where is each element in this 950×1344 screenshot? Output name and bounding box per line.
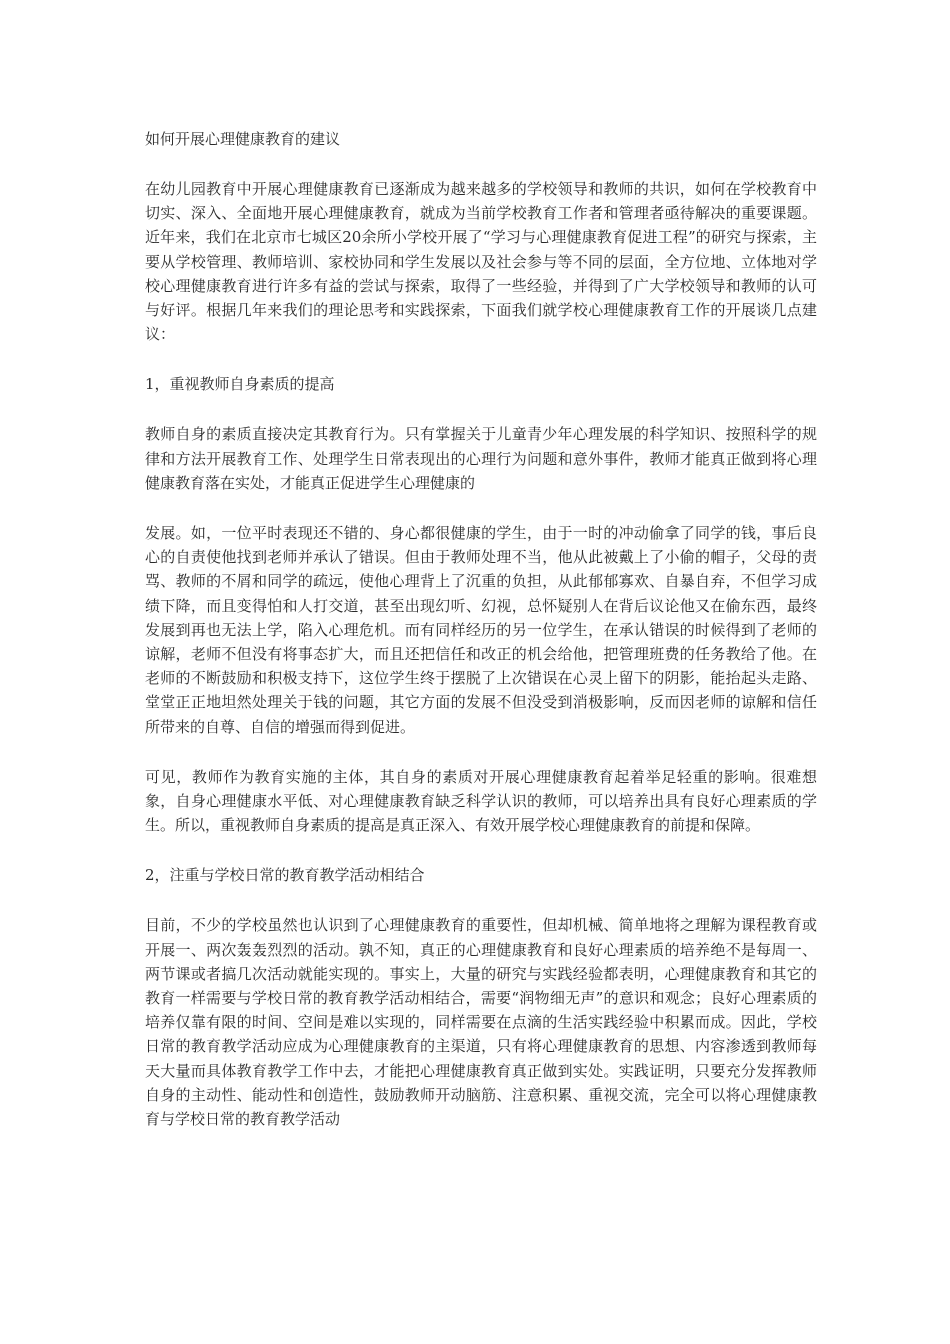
document-title: 如何开展心理健康教育的建议 (145, 130, 341, 148)
paragraph-teacher-quality: 教师自身的素质直接决定其教育行为。只有掌握关于儿童青少年心理发展的科学知识、按照科学的规律和方法开展教育工作、处理学生日常表现出的心理行为问题和意外事件，教师才能真正做到将心理健康教育落在实处，才能真正促进学生心理健康的 (145, 425, 817, 492)
section-heading-2: 2，注重与学校日常的教育教学活动相结合 (145, 866, 425, 885)
paragraph-daily-activities: 目前，不少的学校虽然也认识到了心理健康教育的重要性，但却机械、简单地将之理解为课程教育或开展一、两次轰轰烈烈的活动。孰不知，真正的心理健康教育和良好心理素质的培养绝不是每周一、两节课或者搞几次活动就能实现的。事实上，大量的研究与实践经验都表明，心理健康教育和其它的教育一样需要与学校日常的教育教学活动相结合，需要“润物细无声”的意识和观念；良好心理素质的培养仅靠有限的时间、空间是难以实现的，同样需要在点滴的生活实践经验中积累而成。因此，学校日常的教育教学活动应成为心理健康教育的主渠道，只有将心理健康教育的思想、内容渗透到教师每天大量而具体教育教学工作中去，才能把心理健康教育真正做到实处。实践证明，只要充分发挥教师自身的主动性、能动性和创造性，鼓励教师开动脑筋、注意积累、重视交流，完全可以将心理健康教育与学校日常的教育教学活动 (145, 916, 817, 1129)
section-heading-1: 1，重视教师自身素质的提高 (145, 375, 335, 394)
paragraph-example: 发展。如，一位平时表现还不错的、身心都很健康的学生，由于一时的冲动偷拿了同学的钱，事后良心的自责使他找到老师并承认了错误。但由于教师处理不当，他从此被戴上了小偷的帽子，父母的责骂、教师的不屑和同学的疏远，使他心理背上了沉重的负担，从此郁郁寡欢、自暴自弃，不但学习成绩下降，而且变得怕和人打交道，甚至出现幻听、幻视，总怀疑别人在背后议论他又在偷东西，最终发展到再也无法上学，陷入心理危机。而有同样经历的另一位学生，在承认错误的时候得到了老师的谅解，老师不但没有将事态扩大，而且还把信任和改正的机会给他，把管理班费的任务教给了他。在老师的不断鼓励和积极支持下，这位学生终于摆脱了上次错误在心灵上留下的阴影，能抬起头走路、堂堂正正地坦然处理关于钱的问题，其它方面的发展不但没受到消极影响，反而因老师的谅解和信任所带来的自尊、自信的增强而得到促进。 (145, 524, 817, 736)
document-page (145, 127, 817, 1157)
paragraph-intro: 在幼儿园教育中开展心理健康教育已逐渐成为越来越多的学校领导和教师的共识，如何在学校教育中切实、深入、全面地开展心理健康教育，就成为当前学校教育工作者和管理者亟待解决的重要课题。近年来，我们在北京市七城区20余所小学校开展了“学习与心理健康教育促进工程”的研究与探索，主要从学校管理、教师培训、家校协同和学生发展以及社会参与等不同的层面，全方位地、立体地对学校心理健康教育进行许多有益的尝试与探索，取得了一些经验，并得到了广大学校领导和教师的认可与好评。根据几年来我们的理论思考和实践探索，下面我们就学校心理健康教育工作的开展谈几点建议： (145, 180, 817, 344)
paragraph-conclusion: 可见，教师作为教育实施的主体，其自身的素质对开展心理健康教育起着举足轻重的影响。很难想象，自身心理健康水平低、对心理健康教育缺乏科学认识的教师，可以培养出具有良好心理素质的学生。所以，重视教师自身素质的提高是真正深入、有效开展学校心理健康教育的前提和保障。 (145, 767, 817, 835)
